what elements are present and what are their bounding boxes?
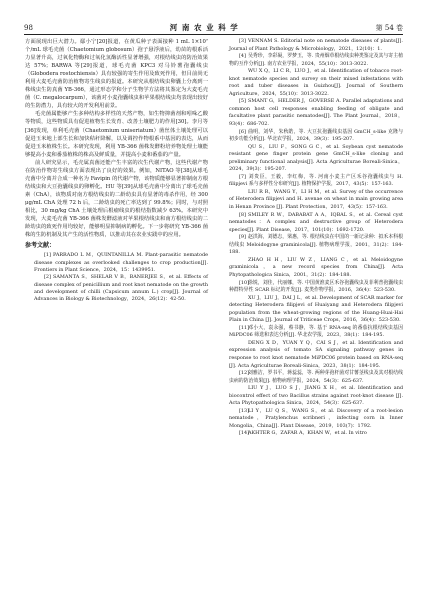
- reference-number: [4]: [239, 53, 246, 60]
- reference-entry: [220, 408, 403, 431]
- reference-entry: [220, 174, 403, 189]
- reference-number: [13]: [239, 407, 250, 414]
- references-list-right: [220, 38, 403, 438]
- body-paragraph: 毛壳菌属能够产生多种结构多样性的天然产物，如生物抑菌剂和吲哚乙酸等物质，这些物质具有促进植物生长发育、改善土壤肥力的作用[30]。李月等[36]发现，单利毛壳菌（Chaetomium uniseriatum）菌丝体土壤处理可以促进玉米地上部生长和加快秸秆降解，以及调控作物根系中基因的表达，从而促进玉米植株生长。本研究发现，利用 YB-366 菌株发酵粉培养物处理土壤能够提高小麦和番茄植株的株高及鲜质量，并提高小麦和番茄的产量。: [25, 111, 208, 158]
- reference-text: QU S，LIU F，SONG G C，et al. Soybean cyst nematode resistant gene finger protein gene GmCH_s-like cloning and preliminary functional analysis[J]. Acta Agriculturae Boreali-Sinica，2024，39(3)：195-207.: [229, 143, 403, 173]
- right-column: [220, 38, 403, 438]
- reference-entry: [220, 430, 403, 438]
- reference-text: ZHAO H H，LIU W Z，LIANG C，et al. Meloidogyne graminicola，a new record species from China[J]. Acta Phytopathologica Sinica，2001，31(2)：184-188.: [229, 256, 403, 278]
- reference-number: [14]: [239, 430, 250, 437]
- reference-entry: [220, 38, 403, 53]
- reference-entry: [220, 68, 403, 98]
- reference-number: [2]: [44, 274, 51, 281]
- reference-entry: [220, 280, 403, 295]
- reference-entry: [220, 257, 403, 280]
- reference-text: PARRADO L M，QUINTANILLA M. Plant-parasitic nematode disease complexes as overlooked challenges to crop production[J]. Frontiers in Plant Science，2024，15：1439951.: [34, 252, 208, 273]
- reference-number: [5]: [239, 98, 246, 105]
- reference-entry: [220, 385, 403, 408]
- references-heading: 参考文献：: [25, 242, 56, 250]
- reference-number: [1]: [44, 252, 51, 259]
- volume-label: 第 54 卷: [375, 24, 403, 32]
- reference-entry: [25, 274, 208, 303]
- body-paragraph: 方面展现出巨大潜力。鄢小宁[20]报道，在黄瓜种子表面接种 1 mL 1×10⁷ 个/mL 球毛壳菌（Chaetomium globosum）孢子悬浮液后，幼苗的根系活力显著升高，过氧化物酶和过氧化氢酶活性显著增强，对根结线虫的防治效果达 57%；BARWA 等[29]报道，球毛壳菌 KPC3 对马铃薯孢囊线虫（Globodera rostochiensis）具有较强的寄生作用及致死作用，但目前尚无利用大麦毛壳菌防治植物寄生线虫的报道。本研究从根结线虫卵囊上分离到一株线虫生防真菌 YB-366，通过形态学和分子生物学方法将其鉴定为大麦毛壳菌（C. megalocarpum），该菌对小麦孢囊线虫和苹果根结线虫均表现出较好的生防潜力，具有较大的开发利用前景。: [25, 39, 208, 110]
- page-header: [24, 20, 403, 35]
- reference-entry: [220, 129, 403, 144]
- reference-text: LIU Y J，LUO S J，JIANG X H，et al. Identification and biocontrol effect of two Bacillus strains against root-knot disease [J]. Acta Phytopathologica Sinica，2024，54(3)：625-637.: [229, 385, 403, 407]
- reference-text: DENG X D，YUAN Y Q，CAI S J，et al. Identification and expression analysis of tomato SA signaling pathway genes in response to root knot nematode MiPDC06 protein based on RNA-seq [J]. Acta Agriculturae Boreali-Sinica，2023，38(1)：184-195.: [229, 339, 403, 369]
- reference-entry: [220, 325, 403, 340]
- reference-text: 刘雅洁，罗书平，蒋蕊蕊，等. 两种芽孢杆菌对甘薯茎线虫及其对根结线虫病的防治效果[J]. 植物病理学报，2024，54(3)：625-637.: [229, 370, 403, 384]
- reference-entry: [220, 98, 403, 128]
- reference-text: 刘贵臣，王毅，李红梅，等. 河南小麦主产区禾谷孢囊线虫与 H. filipjevi 系与多样性分布研究[J]. 植物保护学报，2017，43(5)：157-163.: [229, 173, 403, 188]
- journal-title: 河 南 农 业 科 学: [169, 23, 239, 32]
- reference-entry: [25, 252, 208, 274]
- reference-entry: [220, 340, 403, 370]
- reference-text: SMILEY R W，DABABAT A A，IQBAL S，et al. Cereal cyst nematodes：A complex and destructive group of Heterodera species[J]. Plant Disease，2017，101(10)：1692-1720.: [229, 211, 403, 233]
- reference-text: 邓小大，袁永强，蔡书静，等. 基于 RNA-seq 的番茄抗根结线虫基因 MiPDC06 筛选和表达分析[J]. 华北农学报，2023，38(1)：184-195.: [229, 324, 403, 339]
- reference-number: [7]: [239, 173, 246, 180]
- reference-text: LI Y，LU Q S，WANG S，et al. Discovery of a root-lesion nematode，Pratylenchus scribneri，infecting corn in Inner Mongolia，China[J]. Plant Disease，2019，103(7)：1792.: [229, 407, 403, 429]
- reference-number: [9]: [239, 234, 246, 241]
- left-column: [25, 38, 208, 304]
- reference-number: [11]: [239, 324, 250, 331]
- reference-text: WU X Q，LI C R，LUO J，et al. Identification of tobacco root-knot nematode species and survey on their mixed infestations with root and tuber diseases in Guizhou[J]. Journal of Southern Agriculture，2024，55(10)：3013-3022.: [229, 68, 403, 97]
- reference-entry: [220, 212, 403, 235]
- reference-text: AKHTER G，ZAFAR A，KHAN W，et al. In vitro: [248, 430, 367, 437]
- reference-number: [12]: [239, 370, 250, 377]
- body-paragraph: 前人研究显示，毛壳属真菌还能产生丰富的次生代谢产物，这些代谢产物在防治作物寄生线虫方面表现出了良好的效果。例如，NITAO 等[38]从球毛壳菌中分离并合成一种名为 Favipin 的代谢产物，该物质能够显著抑制南方根结线虫和大豆孢囊线虫的卵孵化。HU 等[39]从球毛壳菌中分离出了球毛壳菌素（ChA），该物质对南方根结线虫的二龄幼虫具有显著的毒杀作用，经 300 μg/mL ChA 处理 72 h 后，二龄幼虫的死亡率达到了 99.8%；同时，与对照相比，30 mg/kg ChA 土壤处理后根瘤线虫的根结指数减少 63%。本研究中发现，大麦毛壳菌 YB-366 菌株发酵滤液对苹果根结线虫和南方根结线虫的二龄幼虫的致死作用均较好，能够明显抑制病的孵化。下一步将研究 YB-366 菌株的生防机制及其产生的活性物质，以推动其在农业实践中的应用。: [25, 159, 208, 239]
- reference-entry: [220, 144, 403, 174]
- reference-entry: [220, 189, 403, 212]
- reference-text: SMANT G，HELDER J，GOVERSE A. Parallel adaptations and common host cell responses enabling feeding of obligate and facultative plant parasitic nematodes[J]. The Plant Journal，2018，93(4)：686-702.: [229, 98, 403, 128]
- reference-text: LIU R R，WANG Y，LI H M，et al. Survey of the occurrence of Heterodera filipjevi and H. avenae on wheat in main growing area in Henan Province [J]. Plant Protection，2017，43(5)：157-163.: [229, 188, 403, 211]
- reference-number: [3]: [239, 38, 246, 44]
- references-list-left: [25, 252, 208, 303]
- reference-number: [10]: [239, 279, 250, 286]
- page-number: 98: [24, 24, 33, 32]
- reference-entry: [220, 370, 403, 385]
- reference-text: XU J，LIU J，DAI J L，et al. Development of SCAR marker for detecting Heterodera filipjevi of Huaiyang and Heterodera filipjevi population from the wheat-growing regions of the Huang-Huai-Hai Plain in China [J]. Journal of Triticeae Crops，2016，36(4)：523-530.: [229, 294, 403, 324]
- reference-text: 吴秀珍，李彩凝，罗梦玉，等. 贵州烟草根结线虫种类鉴定及其与寄主植物的互作分析[J]. 南方农业学报，2024，55(10)：3013-3022.: [229, 53, 403, 67]
- reference-text: 徐锐，刘佳，代丽娜，等. 中国黄淮麦区禾谷孢囊线虫及菲利普孢囊线虫种群特异性 SCAR 标记的开发[J]. 麦类作物学报，2016，36(4)：523-530.: [229, 279, 403, 294]
- reference-number: [8]: [239, 211, 246, 218]
- reference-entry: [220, 234, 403, 257]
- reference-entry: [220, 295, 403, 325]
- reference-entry: [220, 53, 403, 68]
- reference-number: [6]: [239, 128, 246, 135]
- reference-text: VENNAM S. Editorial note on nematode diseases of plants[J]. Journal of Plant Pathology & Microbiology，2021，12(10)：1.: [229, 38, 403, 52]
- reference-text: 曲明，刘华，朱秋皓，等. 大豆抗孢囊线虫基因 GmCH_s-like 克隆与初步功能分析[J]. 华北农学报，2024，39(3)：195-207.: [229, 128, 403, 143]
- reference-text: SAMANTA S，SHELAR V B，BANERJEE S，et al. Effects of disease complex of penicillium and root knot nematode on the growth and development of chilli (Capsicum annum L.) crop[J]. Journal of Advances in Biology & Biotechnology，2024，26(12)：42-50.: [34, 274, 208, 303]
- reference-text: 赵洪海，刘德志，梁惠，等. 根结线虫在中国的一新记录种：拟禾本科根结线虫 Meloidogyne graminicola[J]. 植物病理学报，2001，31(2)：184-188.: [229, 234, 403, 256]
